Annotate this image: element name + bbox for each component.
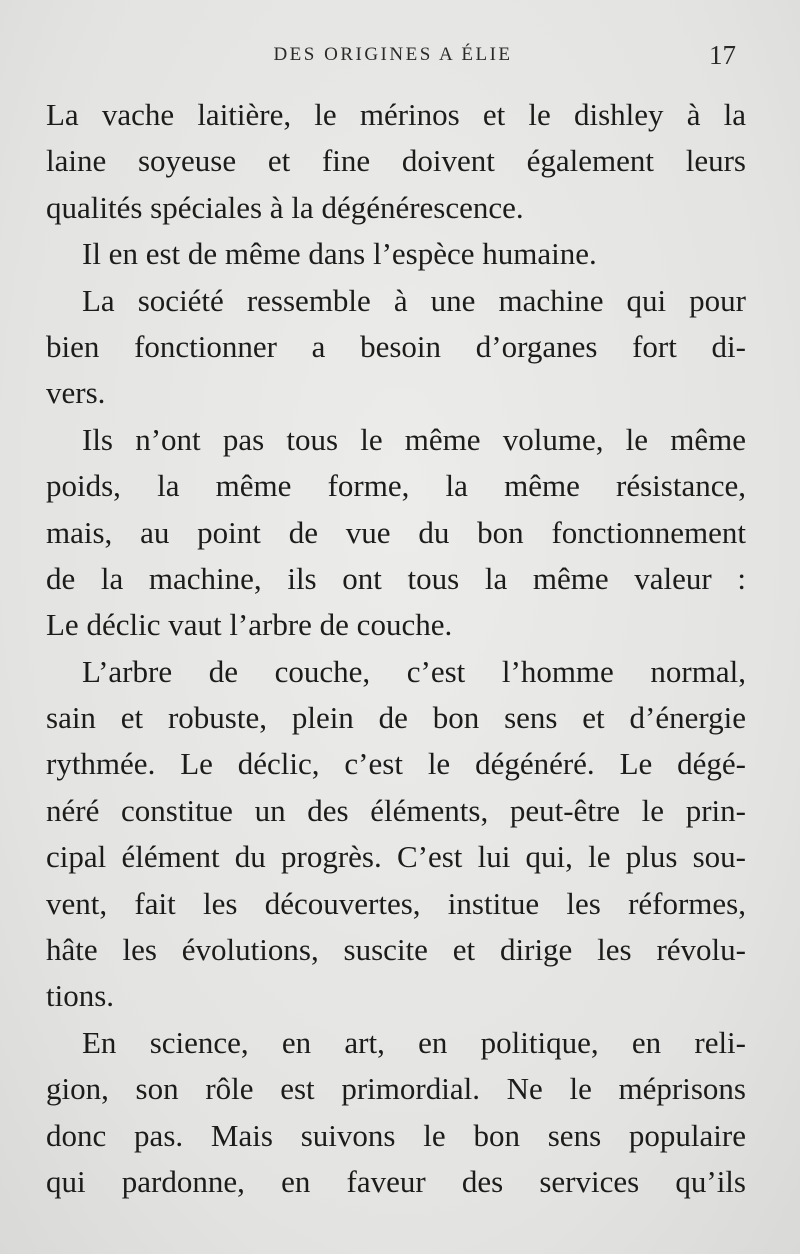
text-line: vent, fait les découvertes, institue les réformes,	[46, 885, 746, 921]
text-line: En science, en art, en politique, en reli-	[82, 1024, 746, 1060]
text-line: néré constitue un des éléments, peut-être le prin-	[46, 792, 746, 828]
text-line: hâte les évolutions, suscite et dirige les révolu-	[46, 932, 746, 968]
text-line: bien fonctionner a besoin d’organes fort di-	[46, 328, 746, 364]
text-line: mais, au point de vue du bon fonctionnement	[46, 514, 746, 550]
page-header	[46, 40, 740, 76]
text-line: gion, son rôle est primordial. Ne le méprisons	[46, 1071, 746, 1107]
text-line: de la machine, ils ont tous la même valeur :	[46, 560, 746, 596]
text-line: Ils n’ont pas tous le même volume, le même	[82, 421, 746, 457]
text-line: sain et robuste, plein de bon sens et d’énergie	[46, 700, 746, 736]
text-line: Le déclic vaut l’arbre de couche.	[46, 607, 453, 643]
text-line: Il en est de même dans l’espèce humaine.	[82, 236, 597, 272]
text-line: laine soyeuse et fine doivent également leurs	[46, 143, 746, 179]
text-line: qualités spéciales à la dégénérescence.	[46, 189, 524, 225]
running-title: DES ORIGINES A ÉLIE	[273, 44, 513, 65]
text-line: La vache laitière, le mérinos et le dishley à la	[46, 97, 746, 132]
text-line: qui pardonne, en faveur des services qu’ils	[46, 1163, 746, 1199]
text-line: L’arbre de couche, c’est l’homme normal,	[82, 653, 746, 689]
text-line: donc pas. Mais suivons le bon sens populaire	[46, 1117, 746, 1153]
body-text	[46, 92, 746, 1205]
text-line: La société ressemble à une machine qui pour	[82, 282, 746, 318]
text-line: tions.	[46, 978, 115, 1014]
text-line: cipal élément du progrès. C’est lui qui, le plus sou-	[46, 839, 746, 875]
text-line: vers.	[46, 375, 106, 411]
text-line: rythmée. Le déclic, c’est le dégénéré. Le dégé-	[46, 746, 746, 782]
text-line: poids, la même forme, la même résistance,	[46, 468, 746, 504]
page-number: 17	[709, 40, 736, 70]
